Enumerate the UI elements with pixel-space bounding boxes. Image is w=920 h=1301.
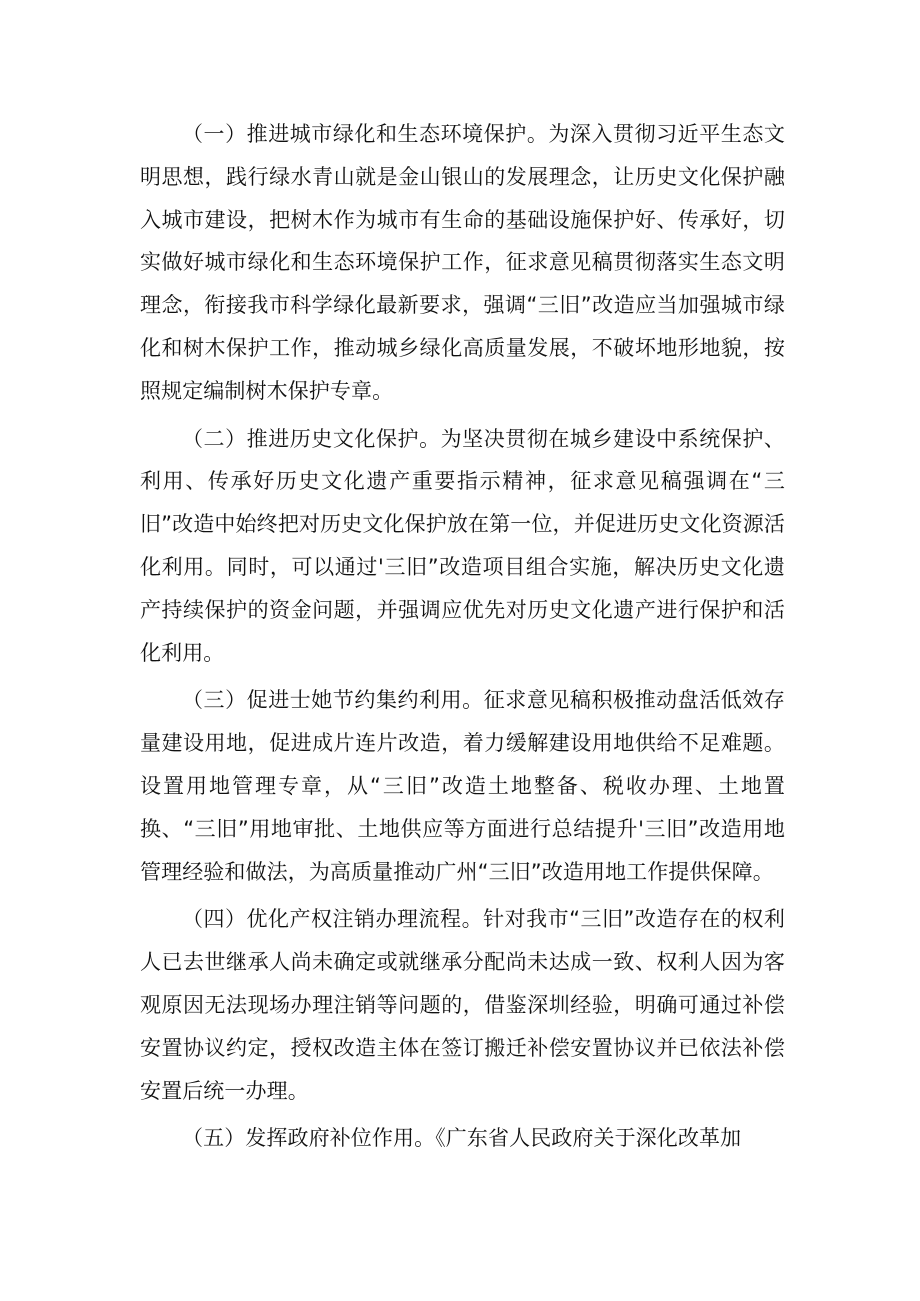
paragraph-greening: （一）推进城市绿化和生态环境保护。为深入贯彻习近平生态文明思想，践行绿水青山就是金山银山的发展理念，让历史文化保护融入城市建设，把树木作为城市有生命的基础设施保护好、传承好，切实做好城市绿化和生态环境保护工作，征求意见稿贯彻落实生态文明理念，衔接我市科学绿化最新要求，强调“三旧”改造应当加强城市绿化和树木保护工作，推动城乡绿化高质量发展，不破坏地形地貌，按照规定编制树木保护专章。: [140, 122, 785, 403]
paragraph-government-role: （五）发挥政府补位作用。《广东省人民政府关于深化改革加: [182, 1126, 742, 1151]
paragraph-land-use: （三）促进士她节约集约利用。征求意见稿积极推动盘活低效存量建设用地，促进成片连片改造，着力缓解建设用地供给不足难题。设置用地管理专章，从“三旧”改造土地整备、税收办理、土地置换、“三旧”用地审批、土地供应等方面进行总结提升'三旧”改造用地管理经验和做法，为高质量推动广州“三旧”改造用地工作提供保障。: [140, 688, 785, 884]
paragraph-property-rights: （四）优化产权注销办理流程。针对我市“三旧”改造存在的权利人已去世继承人尚未确定或就继承分配尚未达成一致、权利人因为客观原因无法现场办理注销等问题的，借鉴深圳经验，明确可通过补偿安置协议约定，授权改造主体在签订搬迁补偿安置协议并已依法补偿安置后统一办理。: [140, 907, 785, 1103]
document-body: [140, 113, 785, 1165]
paragraph-heritage: （二）推进历史文化保护。为坚决贯彻在城乡建设中系统保护、利用、传承好历史文化遗产重要指示精神，征求意见稿强调在“三旧”改造中始终把对历史文化保护放在第一位，并促进历史文化资源活化利用。同时，可以通过'三旧”改造项目组合实施，解决历史文化遗产持续保护的资金问题，并强调应优先对历史文化遗产进行保护和活化利用。: [140, 426, 785, 665]
